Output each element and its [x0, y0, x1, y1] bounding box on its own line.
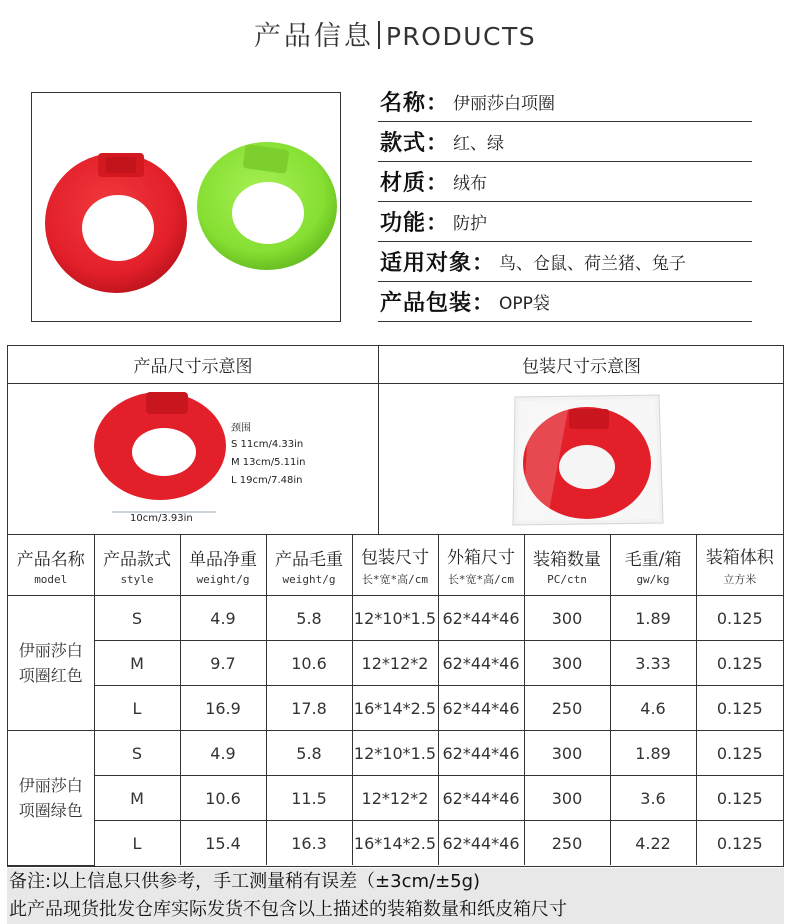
table-row: [8, 686, 783, 731]
model-name-red: 伊丽莎白 项圈红色: [8, 596, 94, 731]
cell-carton-size: 62*44*46: [438, 686, 524, 731]
cell-style: S: [94, 596, 180, 641]
header-title-zh: 产品信息: [253, 21, 374, 52]
cell-volume: 0.125: [696, 731, 783, 776]
col-header: 装箱数量 PC/ctn: [524, 535, 610, 596]
col-header: 外箱尺寸 长*宽*高/cm: [438, 535, 524, 596]
cell-qty: 300: [524, 596, 610, 641]
table-row: [8, 821, 783, 866]
product-info-list: [378, 82, 752, 322]
cell-net-weight: 10.6: [180, 776, 266, 821]
cell-volume: 0.125: [696, 686, 783, 731]
col-header: 单品净重 weight/g: [180, 535, 266, 596]
cell-qty: 300: [524, 731, 610, 776]
green-collar: [197, 142, 337, 270]
info-row-packaging: 产品包装： OPP袋: [378, 282, 752, 322]
cell-carton-weight: 4.22: [610, 821, 696, 866]
cell-style: L: [94, 821, 180, 866]
section-header: [0, 14, 790, 53]
size-m-label: M 13cm/5.11in: [231, 457, 306, 468]
cell-carton-size: 62*44*46: [438, 731, 524, 776]
cell-carton-size: 62*44*46: [438, 641, 524, 686]
cell-net-weight: 9.7: [180, 641, 266, 686]
info-row-function: 功能： 防护: [378, 202, 752, 242]
table-row: [8, 776, 783, 821]
cell-qty: 250: [524, 821, 610, 866]
cell-gross-weight: 16.3: [266, 821, 352, 866]
cell-gross-weight: 5.8: [266, 596, 352, 641]
cell-gross-weight: 17.8: [266, 686, 352, 731]
cell-style: M: [94, 641, 180, 686]
package-diagram-title: 包装尺寸示意图: [522, 357, 641, 377]
cell-style: M: [94, 776, 180, 821]
cell-style: L: [94, 686, 180, 731]
cell-package-size: 12*12*2: [352, 776, 438, 821]
package-image: [509, 391, 669, 531]
header-divider: [378, 21, 380, 49]
cell-package-size: 12*10*1.5: [352, 596, 438, 641]
size-diagram-title: 产品尺寸示意图: [8, 346, 379, 383]
collar-pair-image: [32, 93, 340, 321]
info-row-name: 名称： 伊丽莎白项圈: [378, 82, 752, 122]
size-l-label: L 19cm/7.48in: [231, 475, 303, 486]
cell-qty: 250: [524, 686, 610, 731]
width-label: 10cm/3.93in: [130, 513, 193, 524]
size-diagram: [8, 384, 379, 534]
col-header: 产品款式 style: [94, 535, 180, 596]
info-row-target: 适用对象： 鸟、仓鼠、荷兰猪、兔子: [378, 242, 752, 282]
neck-label: 颈围: [231, 423, 251, 434]
cell-carton-weight: 3.6: [610, 776, 696, 821]
table-row: [8, 596, 783, 641]
cell-style: S: [94, 731, 180, 776]
cell-net-weight: 4.9: [180, 731, 266, 776]
table-header-row: [8, 535, 783, 596]
cell-carton-size: 62*44*46: [438, 776, 524, 821]
table-row: [8, 641, 783, 686]
col-header: 产品名称 model: [8, 535, 94, 596]
note-line-2: 此产品现货批发仓库实际发货不包含以上描述的装箱数量和纸皮箱尺寸: [9, 899, 567, 920]
cell-carton-weight: 1.89: [610, 731, 696, 776]
spec-data-table: [8, 535, 783, 866]
package-diagram: [379, 384, 783, 534]
cell-carton-weight: 1.89: [610, 596, 696, 641]
spec-table: [7, 345, 784, 867]
product-photo: [31, 92, 341, 322]
cell-net-weight: 4.9: [180, 596, 266, 641]
col-header: 装箱体积 立方米: [696, 535, 783, 596]
header-title-en: PRODUCTS: [385, 22, 537, 51]
cell-package-size: 16*14*2.5: [352, 686, 438, 731]
cell-gross-weight: 10.6: [266, 641, 352, 686]
diagram-header-row: [8, 346, 783, 384]
cell-gross-weight: 11.5: [266, 776, 352, 821]
table-row: [8, 731, 783, 776]
cell-carton-size: 62*44*46: [438, 596, 524, 641]
col-header: 产品毛重 weight/g: [266, 535, 352, 596]
cell-volume: 0.125: [696, 596, 783, 641]
col-header: 包装尺寸 长*宽*高/cm: [352, 535, 438, 596]
cell-package-size: 12*12*2: [352, 641, 438, 686]
red-collar: [45, 153, 187, 293]
size-s-label: S 11cm/4.33in: [231, 439, 304, 450]
cell-volume: 0.125: [696, 641, 783, 686]
diagram-row: [8, 384, 783, 535]
cell-qty: 300: [524, 776, 610, 821]
info-row-style: 款式： 红、绿: [378, 122, 752, 162]
note-line-1: 备注:以上信息只供参考，手工测量稍有误差（±3cm/±5g): [9, 871, 481, 892]
cell-gross-weight: 5.8: [266, 731, 352, 776]
model-name-green: 伊丽莎白 项圈绿色: [8, 731, 94, 866]
cell-net-weight: 15.4: [180, 821, 266, 866]
col-header: 毛重/箱 gw/kg: [610, 535, 696, 596]
cell-carton-weight: 4.6: [610, 686, 696, 731]
cell-net-weight: 16.9: [180, 686, 266, 731]
info-row-material: 材质： 绒布: [378, 162, 752, 202]
cell-qty: 300: [524, 641, 610, 686]
cell-volume: 0.125: [696, 776, 783, 821]
cell-volume: 0.125: [696, 821, 783, 866]
notes-box: [7, 868, 784, 924]
cell-package-size: 16*14*2.5: [352, 821, 438, 866]
cell-carton-size: 62*44*46: [438, 821, 524, 866]
cell-carton-weight: 3.33: [610, 641, 696, 686]
cell-package-size: 12*10*1.5: [352, 731, 438, 776]
